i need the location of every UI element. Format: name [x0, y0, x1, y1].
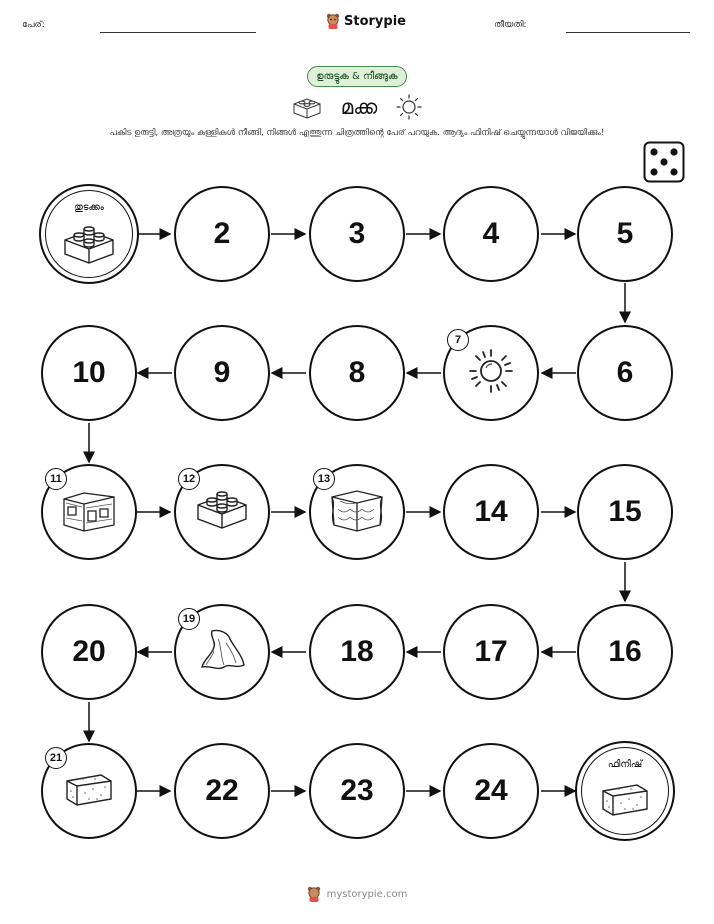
footer-site: mystorypie.com — [326, 888, 408, 900]
cell-number: 3 — [348, 217, 366, 250]
cell-number: 22 — [205, 774, 239, 807]
board-cell-8[interactable] — [309, 325, 405, 421]
cell-number-badge: 12 — [178, 468, 200, 490]
cell-number-badge: 19 — [178, 608, 200, 630]
instructions: പകിട ഉരുട്ടി, അത്രയും കള്ളികൾ നീങ്ങി, നിങ്ങൾ എത്തുന്ന ചിത്രത്തിന്റെ പേര് പറയുക. ആദ്യം ഫിനിഷ് ചെയ്യുന്നയാൾ വിജയിക്കും! — [109, 128, 605, 138]
cell-number: 8 — [348, 356, 366, 389]
finish-cell[interactable] — [575, 741, 675, 841]
board-cell-6[interactable] — [577, 325, 673, 421]
draped-cube-icon — [324, 485, 390, 539]
finish-label: ഫിനിഷ് — [607, 759, 643, 770]
board-cell-17[interactable] — [443, 604, 539, 700]
cell-number-badge: 11 — [45, 468, 67, 490]
board-cell-14[interactable] — [443, 464, 539, 560]
cell-number: 10 — [72, 356, 106, 389]
board-cell-20[interactable] — [41, 604, 137, 700]
lego-brick-icon — [59, 222, 119, 272]
cell-number-badge: 7 — [447, 329, 469, 351]
sun-icon — [466, 346, 516, 400]
cell-number: 2 — [213, 217, 231, 250]
bear-logo-icon — [307, 886, 321, 902]
lego-brick-icon — [192, 487, 252, 537]
cell-number: 6 — [616, 356, 634, 389]
board-cell-9[interactable] — [174, 325, 270, 421]
cell-number: 17 — [474, 635, 508, 668]
board-cell-18[interactable] — [309, 604, 405, 700]
cloth-icon — [194, 625, 250, 679]
board-cell-10[interactable] — [41, 325, 137, 421]
stone-house-icon — [58, 485, 120, 539]
board-cell-4[interactable] — [443, 186, 539, 282]
game-title-pill: ഉരുട്ടുക & നീങ്ങുക — [307, 66, 406, 87]
stone-block-icon — [597, 779, 653, 823]
board-cell-5[interactable] — [577, 186, 673, 282]
board-cell-3[interactable] — [309, 186, 405, 282]
board-cell-15[interactable] — [577, 464, 673, 560]
board-cell-2[interactable] — [174, 186, 270, 282]
start-label: തുടക്കം — [74, 202, 104, 213]
cell-number: 18 — [340, 635, 374, 668]
cell-number: 5 — [616, 217, 634, 250]
cell-number: 14 — [474, 495, 508, 528]
cell-number: 23 — [340, 774, 374, 807]
date-label: തീയതി: — [494, 20, 527, 30]
brand-name: Storypie — [344, 13, 406, 29]
board-cell-23[interactable] — [309, 743, 405, 839]
cell-number: 15 — [608, 495, 642, 528]
cell-number: 9 — [213, 356, 231, 389]
target-word: മക്ക — [340, 95, 378, 119]
cell-number-badge: 21 — [45, 747, 67, 769]
cell-number: 20 — [72, 635, 106, 668]
board-cell-22[interactable] — [174, 743, 270, 839]
board-cell-16[interactable] — [577, 604, 673, 700]
cell-number: 16 — [608, 635, 642, 668]
footer — [0, 886, 714, 902]
cell-number: 4 — [482, 217, 500, 250]
cell-number-badge: 13 — [313, 468, 335, 490]
cell-number: 24 — [474, 774, 508, 807]
start-cell[interactable] — [39, 184, 139, 284]
stone-block-icon — [61, 769, 117, 813]
name-label: പേര്: — [22, 20, 45, 30]
board-cell-24[interactable] — [443, 743, 539, 839]
